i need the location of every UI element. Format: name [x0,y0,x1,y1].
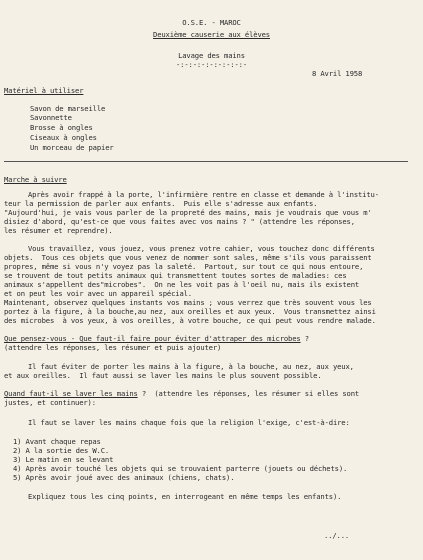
list-item: Savonnette [30,113,72,122]
list-item: 5) Après avoir joué avec des animaux (chiens, chats). [13,473,235,482]
list-item: Ciseaux à ongles [30,133,97,142]
list-item: 3) Le matin en se levant [13,455,114,464]
list-item: 4) Après avoir touché les objets qui se trouvaient parterre (jouets ou déchets). [13,464,348,473]
question-note: (attendre les réponses, les résumer et puis ajouter) [4,343,222,352]
list-item: 1) Avant chaque repas [13,437,101,446]
list-item: Savon de marseille [30,104,106,113]
question-when-continued: justes, et continuer): [4,398,96,407]
list-item: 2) A la sortie des W.C. [13,446,110,455]
question-when: Quand faut-il se laver les mains ? (attendre les réponses, les résumer si elles sont [4,389,360,398]
religion-rule: Il faut se laver les mains chaque fois que la religion l'exige, c'est-à-dire: [28,418,350,427]
document-date: 8 Avril 1958 [312,69,363,78]
materials-heading: Matériel à utiliser [4,86,84,95]
document-title: Deuxième causerie aux élèves [153,30,270,39]
document-page: O.S.E. - MAROC Deuxième causerie aux élèves Lavage des mains -:-:-:-:-:-:-:-:- 8 Avril 1958 Matériel à utiliser Savon de marseille Savonnette Brosse à ongles Ciseaux à ongles Un morceau de papier Marche à suivre Après avoir frappé à la porte, l'infirmière rentre en classe et demande à l'institu- teur la permission de parler aux enfants. Puis elle s'adresse aux enfants. "Aujourd'hui, je vais vous parler de la propreté des mains, mais je voudrais que vous m' disiez d'abord, qu'est-ce que vous faites avec vos mains ? " (attendre les réponses, les résumer et reprendre). Vous travaillez, vous jouez, vous prenez votre cahier, vous touchez donc différents objets. Tous ces objets que vous venez de nommer sont sales, même s'ils vous paraissent propres, même si vous n'y voyez pas la saleté. Partout, sur tout ce qui nous entoure, se trouvent de tout petits animaux qui transmettent toutes sortes de maladies: ces animaux s'appellent des"microbes". On ne les voit pas à l'oeil nu, mais ils existent et on peut les voir avec un appareil spécial. Maintenant, observez quelques instants vos mains ; vous verrez que très souvent vous les portez à la figure, à la bouche,au nez, aux oreilles et aux yeux. Vous transmettez ainsi des microbes à vos yeux, à vos oreilles, à votre bouche, ce qui peut vous rendre malade. Que pensez-vous - Que faut-il faire pour éviter d'attraper des microbes ? (attendre les réponses, les résumer et puis ajouter) Il faut éviter de porter les mains à la figure, à la bouche, au nez, aux yeux, et aux oreilles. Il faut aussi se laver les mains le plus souvent possible. Quand faut-il se laver les mains ? (attendre les réponses, les résumer si elles sont justes, et continuer): Il faut se laver les mains chaque fois que la religion l'exige, c'est-à-dire: 1) Avant chaque repas 2) A la sortie des W.C. 3) Le matin en se levant 4) Après avoir touché les objets qui se trouvaient parterre (jouets ou déchets). 5) Après avoir joué avec des animaux (chiens, chats). Expliquez tous les cinq points, en interrogeant en même temps les enfants). ../... [0,0,423,560]
continuation-marker: ../... [324,531,350,540]
org-header: O.S.E. - MAROC [182,18,241,27]
closing-instruction: Expliquez tous les cinq points, en interrogeant en même temps les enfants). [28,492,342,501]
title-decoration: -:-:-:-:-:-:-:-:- [175,60,247,69]
procedure-heading: Marche à suivre [4,175,67,184]
section-divider [4,161,408,162]
list-item: Brosse à ongles [30,123,93,132]
document-subtitle: Lavage des mains [178,51,245,60]
question-prevention: Que pensez-vous - Que faut-il faire pour éviter d'attraper des microbes ? [4,334,309,343]
list-item: Un morceau de papier [30,143,114,152]
